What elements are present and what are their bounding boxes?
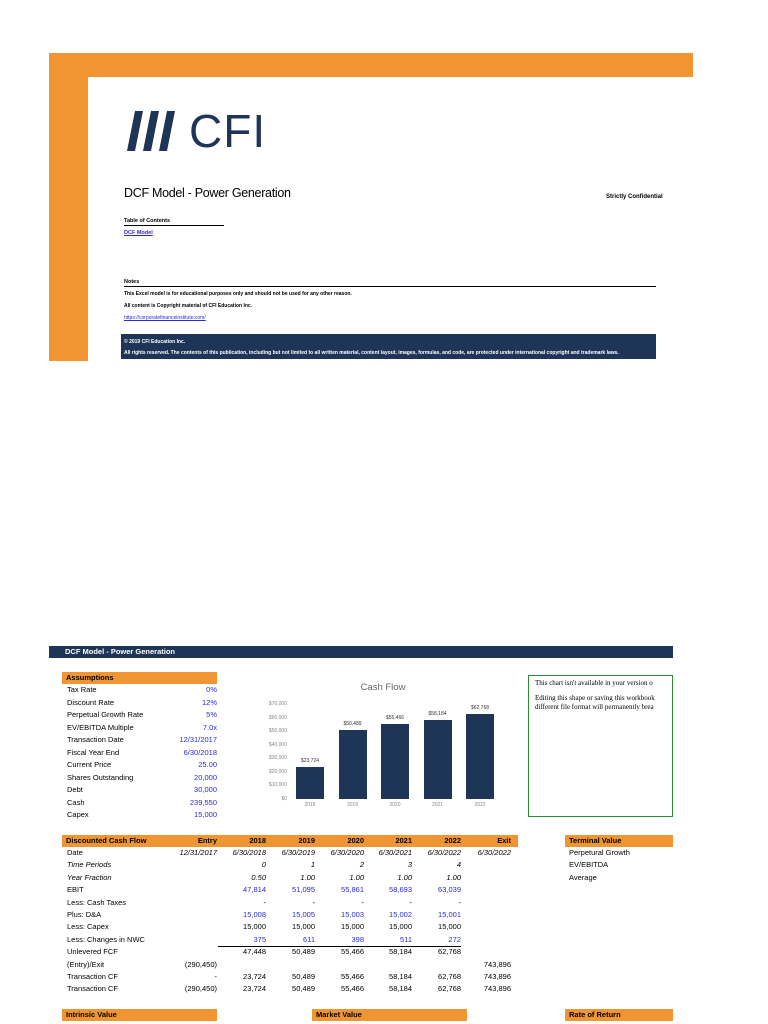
- dcf-cell: 4: [456, 860, 461, 870]
- y-tick-label: $30,000: [268, 755, 287, 762]
- dcf-cell: 15,003: [341, 910, 364, 919]
- dcf-cell: 55,466: [341, 984, 364, 994]
- cash-flow-bar: [424, 720, 452, 799]
- assumption-row: [67, 784, 217, 796]
- bar-value-label: $58,184: [428, 711, 447, 718]
- y-tick-label: $0: [281, 796, 287, 802]
- terminal-row-average: Average: [569, 873, 597, 882]
- assumption-value[interactable]: 30,000: [194, 785, 217, 794]
- dcf-cell: 511: [400, 934, 412, 944]
- y-tick-label: $60,000: [268, 714, 287, 721]
- dcf-cell: 6/30/2019: [281, 848, 315, 857]
- dcf-column-header: 2020: [347, 836, 364, 845]
- assumption-value[interactable]: 0%: [206, 685, 217, 694]
- dcf-row-label: Less: Changes in NWC: [67, 934, 145, 944]
- note-educational: This Excel model is for educational purposes only and should not be used for any other reason.: [124, 291, 352, 297]
- dcf-cell: 23,724: [243, 972, 266, 981]
- dcf-cell: 62,768: [438, 947, 461, 957]
- dcf-cell: -: [263, 897, 266, 907]
- cfi-logo-text: CFI: [189, 105, 267, 157]
- x-tick-label: 2020: [389, 802, 401, 808]
- dcf-cell: 743,896: [483, 959, 511, 969]
- dcf-cell: 1: [310, 860, 315, 870]
- y-tick-label: $20,000: [268, 768, 287, 775]
- assumption-row: [67, 809, 217, 821]
- assumption-value[interactable]: 20,000: [194, 772, 217, 782]
- dcf-cell: 58,693: [389, 885, 412, 895]
- unavailable-line-2: Editing this shape or saving this workbook: [535, 694, 655, 702]
- cash-flow-bar: [381, 724, 409, 799]
- dcf-cell: 15,000: [438, 922, 461, 932]
- cover-title: DCF Model - Power Generation: [124, 186, 291, 200]
- dcf-cell: 0.50: [251, 872, 266, 882]
- assumption-value[interactable]: 239,550: [189, 797, 217, 807]
- dcf-cell: 62,768: [438, 972, 461, 981]
- dcf-cell: 6/30/2022: [477, 848, 511, 857]
- cover-orange-top-bar: [49, 53, 693, 77]
- assumption-value[interactable]: 6/30/2018: [183, 747, 217, 757]
- assumption-label: Transaction Date: [67, 735, 124, 744]
- assumption-value[interactable]: 12%: [201, 697, 217, 707]
- chart-unavailable-box[interactable]: [528, 675, 673, 817]
- assumption-value[interactable]: 7.0x: [202, 722, 217, 732]
- dcf-row-label: Year Fraction: [67, 872, 112, 882]
- assumption-row: [67, 747, 217, 759]
- dcf-cell: -: [312, 897, 315, 907]
- x-tick-label: 2022: [474, 802, 486, 808]
- notes-label: Notes: [124, 279, 656, 287]
- assumption-label: Shares Outstanding: [67, 772, 134, 782]
- x-tick-label: 2018: [304, 802, 316, 808]
- terminal-row-perpetual-growth: Perpetural Growth: [569, 848, 630, 857]
- dcf-cell: 1.00: [446, 872, 461, 882]
- assumption-label: Tax Rate: [67, 685, 97, 694]
- dcf-row-label: Plus: D&A: [67, 910, 102, 919]
- dcf-cell: -: [458, 897, 461, 907]
- assumption-value[interactable]: 5%: [206, 710, 217, 719]
- dcf-cell: 58,184: [389, 984, 412, 994]
- copyright-line-1: © 2019 CFI Education Inc.: [124, 339, 186, 345]
- dcf-cell: 375: [253, 934, 266, 944]
- assumption-row: [67, 797, 217, 809]
- copyright-banner: [121, 334, 656, 359]
- dcf-cell: -: [409, 897, 412, 907]
- dcf-cell: 1.00: [349, 872, 364, 882]
- cash-flow-bar: [296, 767, 324, 799]
- dcf-cell: 0: [261, 860, 266, 870]
- dcf-subtotal-rule: [218, 946, 461, 947]
- bar-value-label: $62,768: [470, 704, 490, 711]
- dcf-cell: 55,861: [341, 885, 364, 895]
- dcf-cell: 63,039: [438, 885, 461, 895]
- dcf-title: Discounted Cash Flow: [66, 836, 147, 845]
- copyright-line-2: All rights reserved. The contents of this publication, including but not limited to all written material, content layout, images, formulas, and code, are protected under international copyright and trademark laws.: [124, 350, 619, 356]
- dcf-column-header: 2021: [395, 836, 412, 845]
- bar-value-label: $50,489: [343, 721, 362, 728]
- dcf-cell: 743,896: [483, 984, 511, 994]
- assumption-row: [67, 697, 217, 709]
- model-header-bar: DCF Model - Power Generation: [49, 646, 673, 658]
- dcf-cell: 15,000: [341, 922, 364, 932]
- dcf-cell: 3: [407, 860, 412, 870]
- dcf-column-header: 2022: [444, 836, 461, 845]
- toc-label: Table of Contents: [124, 218, 224, 226]
- dcf-row-label: Date: [67, 848, 83, 857]
- assumption-row: [67, 734, 217, 746]
- dcf-cell: 47,814: [243, 885, 266, 895]
- dcf-row-label: (Entry)/Exit: [67, 959, 105, 969]
- dcf-cell: 62,768: [438, 984, 461, 994]
- dcf-row-label: EBIT: [67, 885, 84, 895]
- dcf-row-label: Time Periods: [67, 860, 112, 870]
- dcf-cell: 55,466: [341, 972, 364, 981]
- y-tick-label: $40,000: [268, 741, 287, 748]
- cash-flow-bar: [466, 714, 494, 799]
- dcf-cell: 15,008: [243, 910, 266, 919]
- assumption-row: [67, 722, 217, 734]
- dcf-cell: 12/31/2017: [179, 848, 217, 857]
- assumption-row: [67, 684, 217, 696]
- assumption-label: Capex: [67, 810, 89, 819]
- dcf-cell: 58,184: [389, 947, 412, 957]
- assumption-value[interactable]: 12/31/2017: [179, 735, 217, 744]
- confidential-label: Strictly Confidential: [606, 194, 663, 200]
- dcf-row-label: Unlevered FCF: [67, 947, 118, 957]
- dcf-cell: 58,184: [389, 972, 412, 981]
- dcf-cell: 1.00: [300, 872, 315, 882]
- dcf-cell: (290,450): [184, 959, 217, 969]
- terminal-value-header: Terminal Value: [565, 835, 673, 847]
- rate-of-return-header: Rate of Return: [565, 1009, 673, 1021]
- note-website-link[interactable]: https://corporatefinanceinstitute.com/: [124, 315, 206, 321]
- dcf-column-header: Entry: [197, 836, 217, 845]
- dcf-column-header: Exit: [497, 836, 511, 845]
- bar-value-label: $55,466: [385, 714, 405, 721]
- assumption-label: Perpetual Growth Rate: [67, 710, 144, 719]
- assumption-value[interactable]: 15,000: [194, 810, 217, 819]
- assumption-label: Current Price: [67, 760, 112, 769]
- dcf-cell: 15,001: [438, 910, 461, 919]
- dcf-row-label: Less: Capex: [67, 922, 109, 932]
- dcf-cell: 6/30/2022: [427, 848, 461, 857]
- dcf-column-header: 2018: [249, 836, 266, 845]
- bar-value-label: $23,724: [300, 757, 320, 764]
- dcf-cell: 50,489: [292, 947, 315, 957]
- terminal-row-ev-ebitda: EV/EBITDA: [569, 860, 609, 869]
- assumption-row: [67, 759, 217, 771]
- toc-link-dcf-model[interactable]: DCF Model: [124, 230, 153, 236]
- market-value-header: Market Value: [312, 1009, 467, 1021]
- chart-title: Cash Flow: [360, 682, 406, 693]
- dcf-column-header: 2019: [298, 836, 315, 845]
- cfi-logo: [127, 105, 267, 157]
- assumption-label: EV/EBITDA Multiple: [67, 722, 134, 732]
- dcf-cell: -: [361, 897, 364, 907]
- dcf-cell: 23,724: [243, 984, 266, 994]
- x-tick-label: 2021: [431, 802, 444, 808]
- dcf-cell: -: [214, 972, 217, 981]
- cfi-logo-stripes-icon: [127, 111, 177, 151]
- assumption-label: Debt: [67, 785, 83, 794]
- dcf-row-label: Transaction CF: [67, 984, 118, 994]
- dcf-row-label: Transaction CF: [67, 972, 118, 981]
- intrinsic-value-header: Intrinsic Value: [62, 1009, 217, 1021]
- y-tick-label: $70,000: [268, 701, 287, 707]
- dcf-cell: 50,489: [292, 972, 315, 981]
- dcf-cell: 50,489: [292, 984, 315, 994]
- assumption-label: Fiscal Year End: [67, 747, 120, 757]
- dcf-cell: 55,466: [341, 947, 364, 957]
- dcf-cell: 272: [448, 934, 461, 944]
- note-copyright: All content is Copyright material of CFI Education Inc.: [124, 303, 253, 309]
- dcf-cell: (290,450): [184, 984, 217, 994]
- dcf-cell: 6/30/2021: [378, 848, 412, 857]
- assumption-row: [67, 709, 217, 721]
- assumption-label: Discount Rate: [67, 697, 115, 707]
- cover-orange-left-bar: [49, 53, 88, 361]
- cash-flow-bar: [339, 730, 367, 799]
- assumption-value[interactable]: 25.00: [198, 760, 217, 769]
- dcf-cell: 611: [303, 934, 315, 944]
- x-tick-label: 2019: [346, 802, 359, 808]
- dcf-cell: 51,095: [292, 885, 315, 895]
- dcf-cell: 15,000: [243, 922, 266, 932]
- dcf-cell: 47,448: [243, 947, 266, 957]
- dcf-cell: 6/30/2018: [232, 848, 266, 857]
- unavailable-line-3: different file format will permanently brea: [535, 703, 654, 711]
- y-tick-label: $10,000: [268, 782, 287, 789]
- y-tick-label: $50,000: [268, 728, 287, 735]
- dcf-row-label: Less: Cash Taxes: [67, 897, 127, 907]
- dcf-cell: 1.00: [397, 872, 412, 882]
- assumptions-header: Assumptions: [62, 672, 217, 684]
- assumption-label: Cash: [67, 797, 85, 807]
- unavailable-line-1: This chart isn't available in your version o: [535, 679, 653, 687]
- dcf-cell: 15,000: [389, 922, 412, 932]
- assumption-row: [67, 772, 217, 784]
- dcf-cell: 15,000: [292, 922, 315, 932]
- dcf-cell: 743,896: [483, 972, 511, 981]
- dcf-cell: 398: [351, 934, 364, 944]
- dcf-cell: 15,005: [292, 910, 315, 919]
- dcf-cell: 15,002: [389, 910, 412, 919]
- dcf-cell: 6/30/2020: [330, 848, 364, 857]
- dcf-cell: 2: [359, 860, 364, 870]
